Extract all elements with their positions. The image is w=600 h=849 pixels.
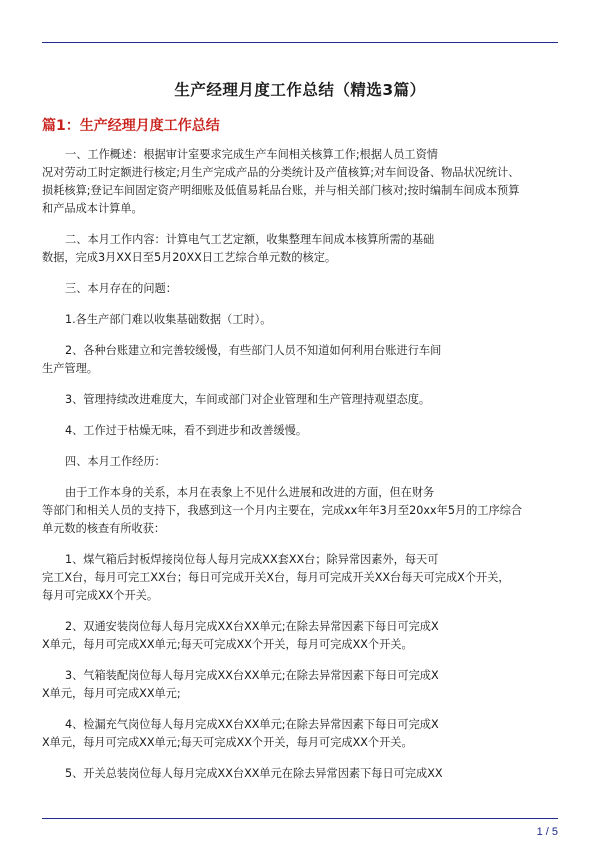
paragraph-line: 2、各种台账建立和完善较缓慢，有些部门人员不知道如何利用台账进行车间 (65, 344, 442, 357)
paragraph-line: X单元，每月可完成XX单元;每天可完成XX个开关，每月可完成XX个开关。 (42, 638, 413, 651)
paragraph (42, 551, 562, 605)
paragraph-line: 3、气箱装配岗位每人每月完成XX台XX单元;在除去异常因素下每日可完成X (65, 669, 439, 682)
paragraph (42, 484, 562, 538)
paragraph-line: 况对劳动工时定额进行核定;月生产完成产品的分类统计及产值核算;对车间设备、物品状况统计、 (42, 166, 520, 179)
document-title: 生产经理月度工作总结（精选3篇） (174, 81, 426, 99)
paragraph (42, 453, 562, 471)
paragraph (42, 342, 562, 378)
header-rule (42, 42, 558, 43)
paragraph-line: 每月可完成XX个开关。 (42, 589, 159, 602)
paragraph-line: 四、本月工作经历： (65, 455, 166, 468)
paragraph-line: 由于工作本身的关系，本月在表象上不见什么进展和改进的方面，但在财务 (65, 486, 435, 499)
paragraph-line: 2、双通安装岗位每人每月完成XX台XX单元;在除去异常因素下每日可完成X (65, 620, 439, 633)
paragraph (42, 231, 562, 267)
paragraph (42, 146, 562, 218)
paragraph-line: 等部门和相关人员的支持下，我感到这一个月内主要在，完成xx年年3月至20xx年5月的工序综合 (42, 504, 523, 517)
paragraph-line: X单元，每月可完成XX单元; (42, 687, 181, 700)
paragraph-line: 完工X台，每月可完工XX台；每日可完成开关X台，每月可完成开关XX台每天可完成X个开关， (42, 571, 510, 584)
paragraph-line: 三、本月存在的问题： (65, 282, 177, 295)
paragraph-line: 3、管理持续改进难度大，车间或部门对企业管理和生产管理持观望态度。 (65, 393, 431, 406)
paragraph-line: 损耗核算;登记车间固定资产明细账及低值易耗品台账，并与相关部门核对;按时编制车间成本预算 (42, 184, 520, 197)
paragraph (42, 280, 562, 298)
paragraph-line: 一、工作概述：根据审计室要求完成生产车间相关核算工作;根据人员工资情 (65, 148, 438, 161)
paragraph-line: 1.各生产部门难以收集基础数据（工时）。 (65, 313, 272, 326)
paragraph-line: 生产管理。 (42, 362, 98, 375)
paragraph (42, 618, 562, 654)
paragraph-line: X单元，每月可完成XX单元;每天可完成XX个开关，每月可完成XX个开关。 (42, 736, 413, 749)
section-heading: 篇1：生产经理月度工作总结 (42, 118, 220, 134)
paragraph-line: 数据，完成3月XX日至5月20XX日工艺综合单元数的核定。 (42, 251, 337, 264)
paragraph-line: 4、工作过于枯燥无味，看不到进步和改善缓慢。 (65, 424, 308, 437)
paragraph-line: 5、开关总装岗位每人每月完成XX台XX单元在除去异常因素下每日可完成XX (65, 767, 443, 780)
paragraph (42, 391, 562, 409)
page-number: 1 / 5 (536, 826, 558, 838)
paragraph (42, 422, 562, 440)
paragraph-line: 1、煤气箱后封板焊接岗位每人每月完成XX套XX台；除异常因素外，每天可 (65, 553, 439, 566)
paragraph (42, 667, 562, 703)
footer-rule (42, 818, 558, 819)
document-body (42, 146, 562, 796)
paragraph (42, 311, 562, 329)
paragraph (42, 765, 562, 783)
paragraph-line: 二、本月工作内容：计算电气工艺定额，收集整理车间成本核算所需的基础 (65, 233, 435, 246)
paragraph-line: 和产品成本计算单。 (42, 202, 143, 215)
paragraph (42, 716, 562, 752)
paragraph-line: 单元数的核查有所收获： (42, 522, 166, 535)
paragraph-line: 4、检漏充气岗位每人每月完成XX台XX单元;在除去异常因素下每日可完成X (65, 718, 439, 731)
